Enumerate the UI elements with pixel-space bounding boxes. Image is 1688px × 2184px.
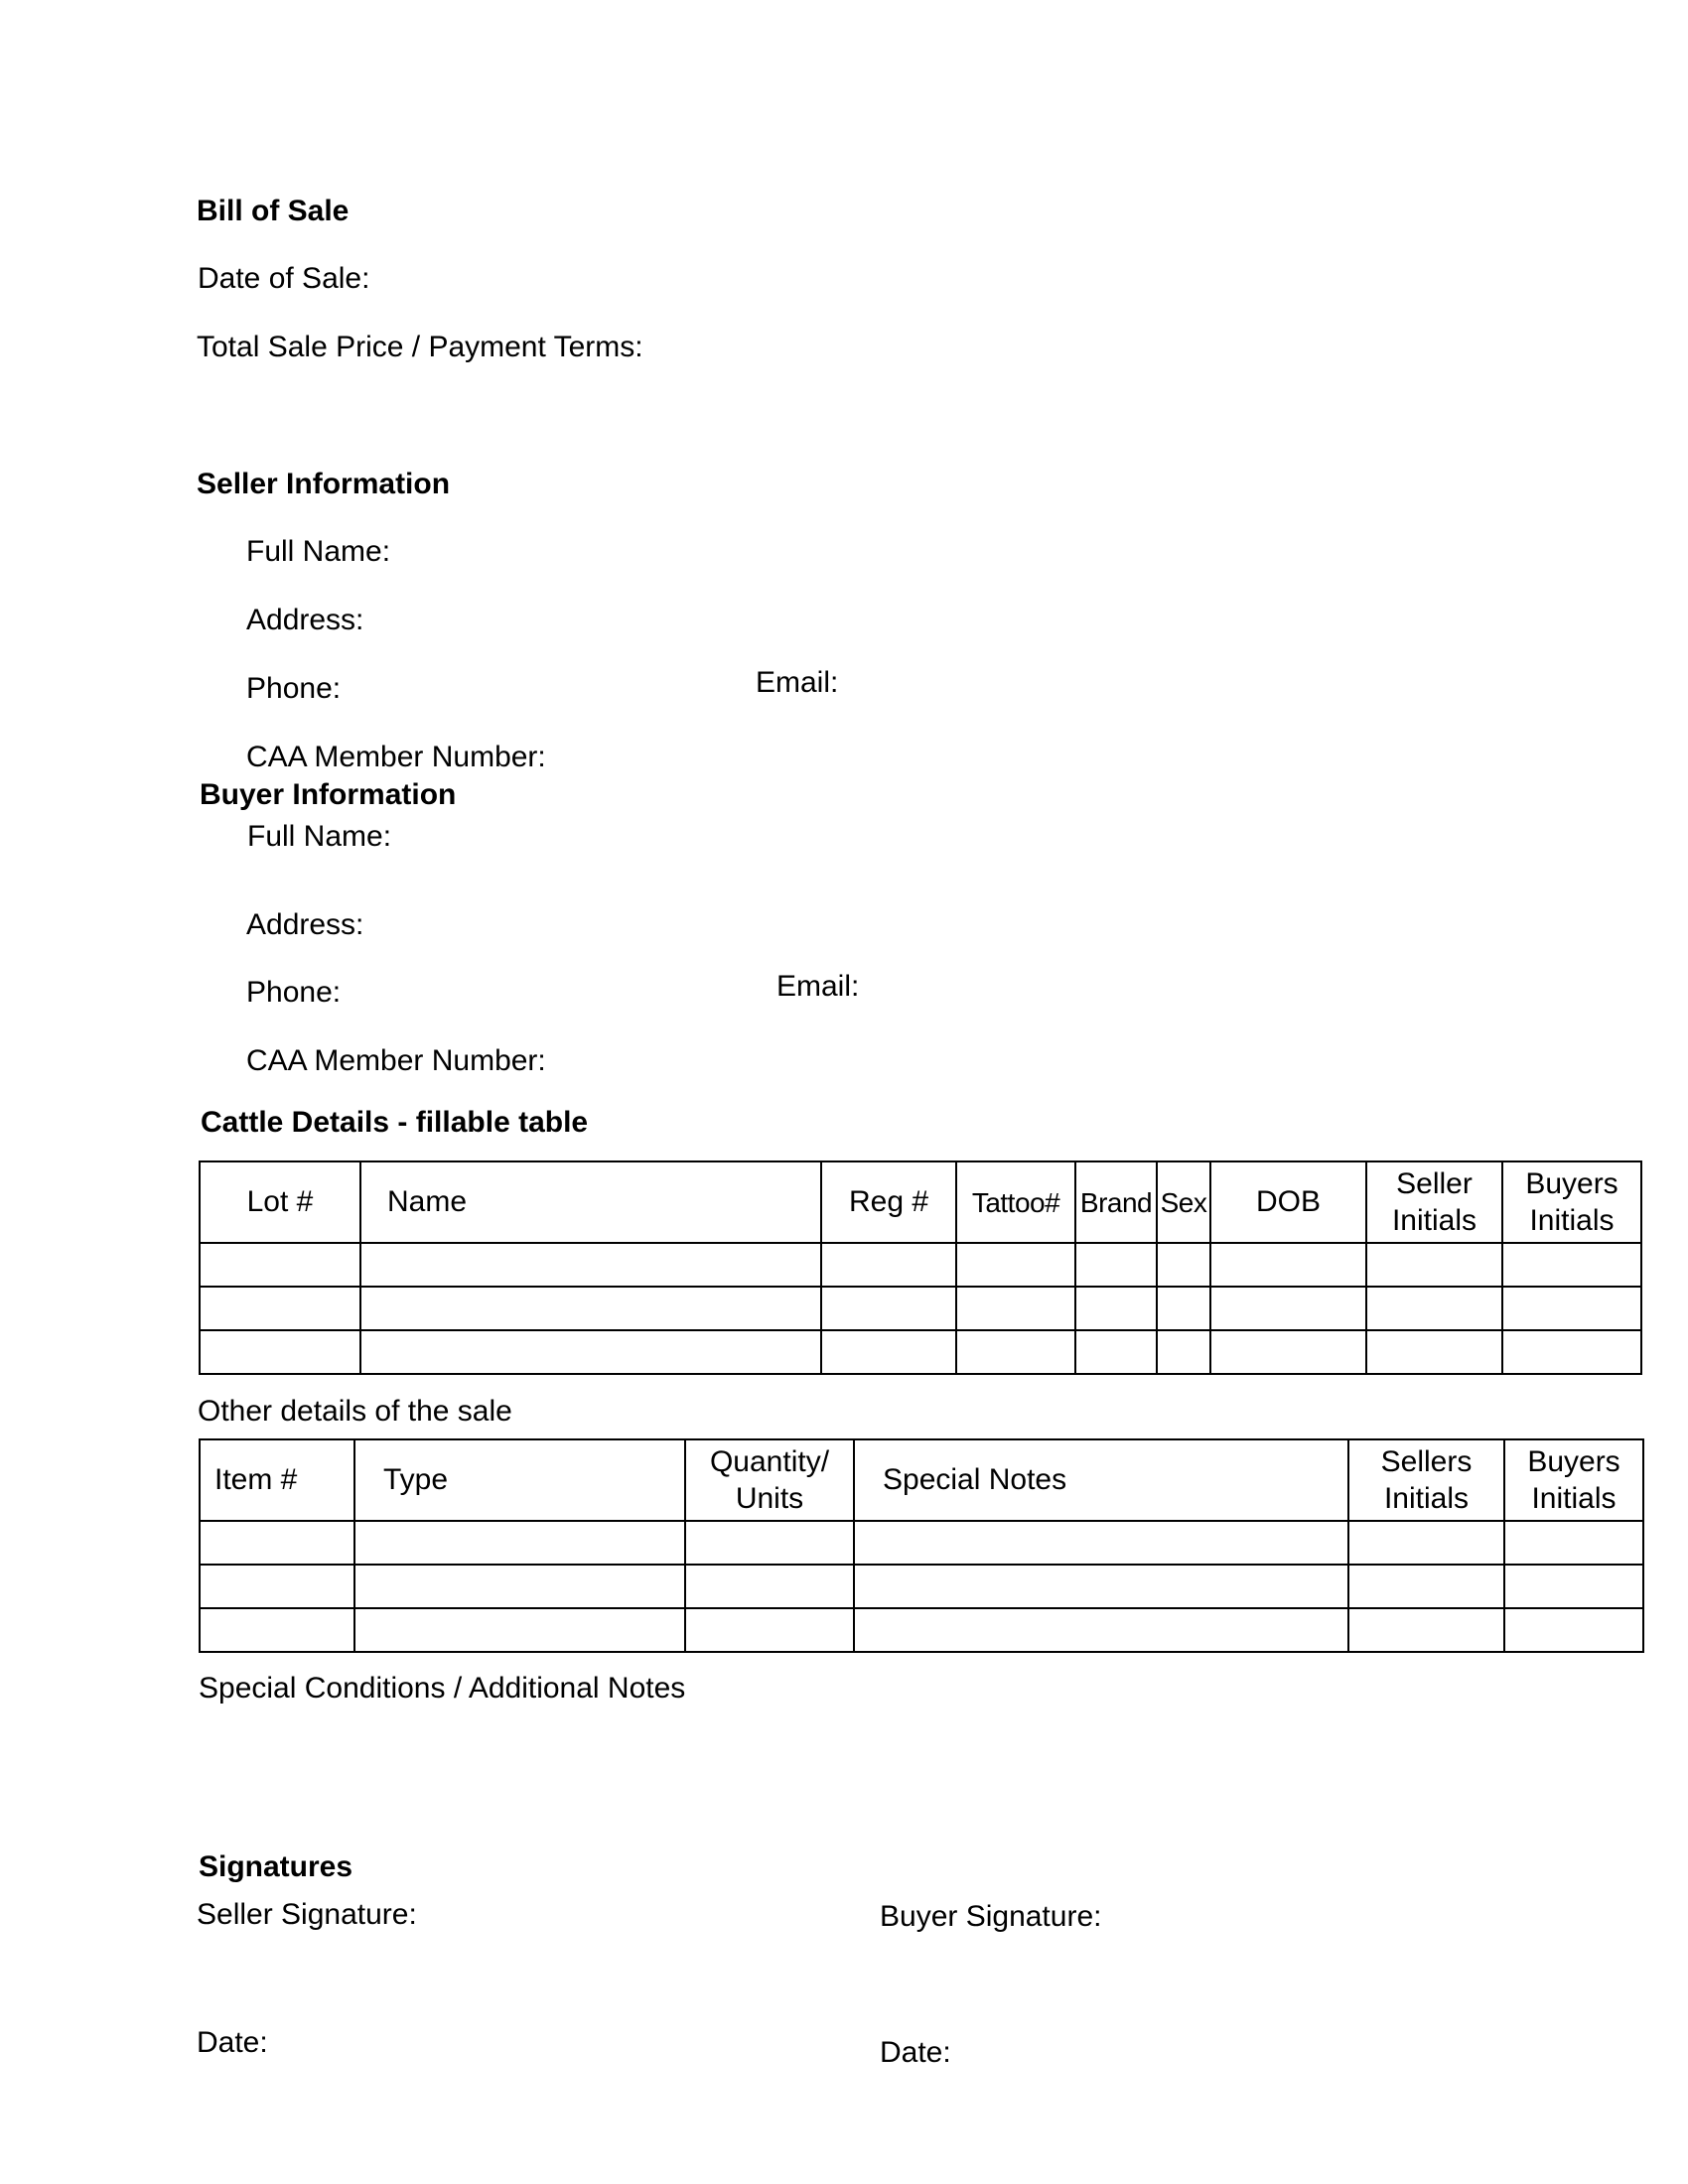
- other-cell[interactable]: [1504, 1565, 1643, 1608]
- other-col-special-notes: Special Notes: [854, 1439, 1348, 1521]
- table-row: [200, 1330, 1641, 1374]
- other-col-buyers-initials: Buyers Initials: [1504, 1439, 1643, 1521]
- special-conditions-label: Special Conditions / Additional Notes: [199, 1672, 686, 1705]
- cattle-col-dob: DOB: [1210, 1161, 1366, 1243]
- cattle-col-reg: Reg #: [821, 1161, 956, 1243]
- buyer-full-name-label: Full Name:: [247, 820, 392, 853]
- signatures-heading: Signatures: [199, 1850, 353, 1883]
- cattle-col-seller-initials: Seller Initials: [1366, 1161, 1502, 1243]
- cattle-cell[interactable]: [1210, 1243, 1366, 1287]
- cattle-cell[interactable]: [1366, 1330, 1502, 1374]
- cattle-cell[interactable]: [200, 1287, 360, 1330]
- other-header-row: [200, 1439, 1643, 1521]
- cattle-cell[interactable]: [1157, 1330, 1210, 1374]
- other-cell[interactable]: [685, 1608, 854, 1652]
- seller-caa-label: CAA Member Number:: [246, 741, 546, 773]
- cattle-cell[interactable]: [1366, 1243, 1502, 1287]
- cattle-cell[interactable]: [1502, 1330, 1641, 1374]
- cattle-col-name: Name: [360, 1161, 821, 1243]
- other-cell[interactable]: [854, 1521, 1348, 1565]
- other-details-heading: Other details of the sale: [198, 1395, 512, 1428]
- other-cell[interactable]: [1348, 1565, 1504, 1608]
- buyer-caa-label: CAA Member Number:: [246, 1044, 546, 1077]
- cattle-cell[interactable]: [1075, 1287, 1157, 1330]
- cattle-cell[interactable]: [200, 1330, 360, 1374]
- cattle-col-buyers-initials: Buyers Initials: [1502, 1161, 1641, 1243]
- cattle-cell[interactable]: [956, 1330, 1075, 1374]
- cattle-col-tattoo: Tattoo#: [956, 1161, 1075, 1243]
- cattle-cell[interactable]: [1075, 1330, 1157, 1374]
- table-row: [200, 1521, 1643, 1565]
- cattle-cell[interactable]: [1210, 1330, 1366, 1374]
- other-col-item: Item #: [200, 1439, 354, 1521]
- other-details-table: [199, 1438, 1644, 1653]
- buyer-heading: Buyer Information: [200, 778, 457, 811]
- date-of-sale-label: Date of Sale:: [198, 262, 370, 295]
- total-price-label: Total Sale Price / Payment Terms:: [197, 331, 643, 363]
- cattle-cell[interactable]: [360, 1243, 821, 1287]
- cattle-cell[interactable]: [1075, 1243, 1157, 1287]
- cattle-cell[interactable]: [956, 1287, 1075, 1330]
- cattle-cell[interactable]: [956, 1243, 1075, 1287]
- other-cell[interactable]: [354, 1521, 685, 1565]
- other-cell[interactable]: [1348, 1608, 1504, 1652]
- seller-phone-label: Phone:: [246, 672, 342, 705]
- cattle-cell[interactable]: [1502, 1287, 1641, 1330]
- buyer-address-label: Address:: [246, 908, 364, 941]
- buyer-email-label: Email:: [776, 970, 860, 1003]
- table-row: [200, 1608, 1643, 1652]
- seller-full-name-label: Full Name:: [246, 535, 391, 568]
- other-cell[interactable]: [685, 1521, 854, 1565]
- cattle-cell[interactable]: [821, 1287, 956, 1330]
- other-cell[interactable]: [1348, 1521, 1504, 1565]
- other-cell[interactable]: [685, 1565, 854, 1608]
- cattle-header-row: [200, 1161, 1641, 1243]
- other-cell[interactable]: [354, 1608, 685, 1652]
- cattle-cell[interactable]: [1157, 1243, 1210, 1287]
- seller-heading: Seller Information: [197, 468, 451, 500]
- other-cell[interactable]: [854, 1608, 1348, 1652]
- cattle-cell[interactable]: [821, 1330, 956, 1374]
- document-title: Bill of Sale: [197, 195, 350, 227]
- buyer-signature-label: Buyer Signature:: [880, 1900, 1102, 1933]
- seller-address-label: Address:: [246, 604, 364, 636]
- cattle-col-sex: Sex: [1157, 1161, 1210, 1243]
- seller-signature-label: Seller Signature:: [197, 1898, 417, 1931]
- cattle-col-lot: Lot #: [200, 1161, 360, 1243]
- other-cell[interactable]: [1504, 1521, 1643, 1565]
- other-col-sellers-initials: Sellers Initials: [1348, 1439, 1504, 1521]
- cattle-cell[interactable]: [1366, 1287, 1502, 1330]
- other-cell[interactable]: [1504, 1608, 1643, 1652]
- table-row: [200, 1565, 1643, 1608]
- cattle-cell[interactable]: [360, 1330, 821, 1374]
- cattle-cell[interactable]: [1210, 1287, 1366, 1330]
- other-cell[interactable]: [200, 1521, 354, 1565]
- cattle-cell[interactable]: [1157, 1287, 1210, 1330]
- other-cell[interactable]: [354, 1565, 685, 1608]
- buyer-date-label: Date:: [880, 2036, 951, 2069]
- cattle-cell[interactable]: [1502, 1243, 1641, 1287]
- cattle-table: [199, 1160, 1642, 1375]
- table-row: [200, 1243, 1641, 1287]
- other-col-quantity: Quantity/ Units: [685, 1439, 854, 1521]
- other-cell[interactable]: [200, 1608, 354, 1652]
- other-col-type: Type: [354, 1439, 685, 1521]
- cattle-heading: Cattle Details - fillable table: [201, 1106, 589, 1139]
- seller-date-label: Date:: [197, 2026, 268, 2059]
- cattle-cell[interactable]: [200, 1243, 360, 1287]
- table-row: [200, 1287, 1641, 1330]
- cattle-cell[interactable]: [360, 1287, 821, 1330]
- buyer-phone-label: Phone:: [246, 976, 342, 1009]
- seller-email-label: Email:: [756, 666, 839, 699]
- other-cell[interactable]: [854, 1565, 1348, 1608]
- other-cell[interactable]: [200, 1565, 354, 1608]
- cattle-cell[interactable]: [821, 1243, 956, 1287]
- cattle-col-brand: Brand: [1075, 1161, 1157, 1243]
